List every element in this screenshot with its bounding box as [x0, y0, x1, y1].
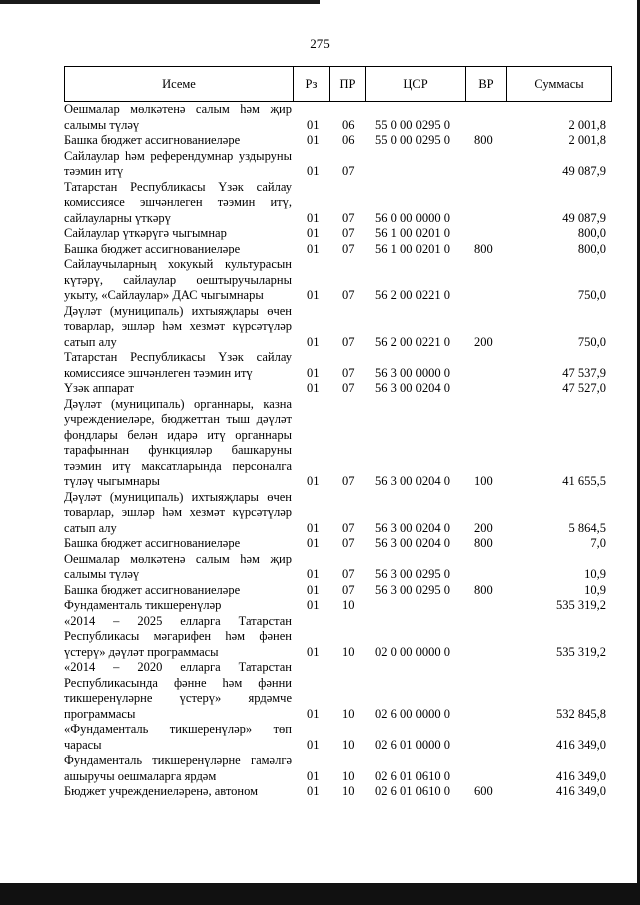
header-csr: ЦСР — [403, 77, 428, 91]
row-sum: 800,0 — [577, 226, 606, 240]
row-csr: 56 3 00 0295 0 — [375, 567, 450, 581]
table-body — [64, 102, 612, 800]
row-sum: 535 319,2 — [556, 598, 606, 612]
row-pr: 07 — [342, 582, 355, 597]
row-sum: 532 845,8 — [556, 706, 606, 721]
table-row — [64, 753, 612, 784]
row-pr: 06 — [342, 117, 355, 132]
row-name: Дәүләт (муниципаль) ихтыяҗлары өчен товарлар, эшләр һәм хезмәт күрсәтүләр сатып алу — [64, 303, 292, 349]
row-name: «2014 – 2025 елларга Татарстан Республикасы мәгарифен һәм фәнен үстерү» дәүләт программасы — [64, 613, 292, 659]
row-sum: 750,0 — [577, 288, 606, 302]
row-name: Башка бюджет ассигнованиеләре — [64, 582, 241, 597]
row-sum: 5 864,5 — [568, 520, 606, 535]
scan-top-border — [0, 0, 320, 4]
row-name: «2014 – 2020 елларга Татарстан Республикасында фәнне һәм фәнни тикшеренүләрне үстерү» ярдәмче программасы — [64, 660, 292, 721]
header-vr: ВР — [478, 77, 494, 91]
row-pr: 07 — [342, 365, 355, 380]
row-vr: 800 — [474, 582, 493, 597]
table-row — [64, 722, 612, 753]
table-row — [64, 381, 612, 397]
row-csr: 56 3 00 0204 0 — [375, 381, 450, 395]
table-row — [64, 397, 612, 490]
table-row — [64, 660, 612, 722]
row-rz: 01 — [307, 474, 320, 488]
row-sum: 41 655,5 — [562, 474, 606, 488]
row-rz: 01 — [307, 117, 320, 132]
row-name: Сайлаулар үткәрүгә чыгымнар — [64, 226, 227, 240]
row-pr: 10 — [342, 644, 355, 659]
row-csr: 55 0 00 0295 0 — [375, 117, 450, 132]
row-sum: 416 349,0 — [556, 768, 606, 783]
row-vr: 800 — [474, 536, 493, 550]
row-csr: 55 0 00 0295 0 — [375, 133, 450, 147]
row-pr: 10 — [342, 598, 355, 612]
row-csr: 02 6 01 0610 0 — [375, 784, 450, 798]
row-sum: 7,0 — [590, 536, 606, 550]
row-csr: 56 2 00 0221 0 — [375, 288, 450, 302]
header-rz: Рз — [305, 77, 318, 91]
table-row — [64, 598, 612, 614]
row-name: Фундаменталь тикшеренүләр — [64, 598, 222, 612]
row-name: Дәүләт (муниципаль) органнары, казна учреждениеләре, бюджеттан тыш дәүләт фондлары белән идарә итү органнары тарафыннан функцияләр башкаруны тәэмин итү максатларында персоналга түләү чыгымнары — [64, 396, 292, 488]
row-pr: 07 — [342, 241, 355, 256]
row-csr: 02 6 01 0000 0 — [375, 737, 450, 752]
header-name: Исеме — [162, 77, 196, 91]
row-rz: 01 — [307, 737, 320, 752]
row-pr: 06 — [342, 133, 355, 147]
table-row — [64, 242, 612, 258]
row-rz: 01 — [307, 768, 320, 783]
row-name: Татарстан Республикасы Үзәк сайлау комиссиясе эшчәнлеген тәэмин итү — [64, 350, 292, 380]
row-sum: 416 349,0 — [556, 737, 606, 752]
page-number: 275 — [310, 36, 330, 51]
row-name: «Фундаменталь тикшеренүләр» төп чарасы — [64, 722, 292, 752]
row-sum: 49 087,9 — [562, 164, 606, 178]
row-sum: 416 349,0 — [556, 784, 606, 798]
table-row — [64, 552, 612, 583]
row-rz: 01 — [307, 644, 320, 659]
row-csr: 02 6 01 0610 0 — [375, 768, 450, 783]
table-row — [64, 226, 612, 242]
table-row — [64, 149, 612, 180]
table-row — [64, 180, 612, 227]
row-sum: 49 087,9 — [562, 210, 606, 225]
table-row — [64, 536, 612, 552]
row-pr: 07 — [342, 567, 355, 581]
row-rz: 01 — [307, 784, 320, 798]
row-pr: 07 — [342, 334, 355, 349]
row-name: Фундаменталь тикшеренүләрне гамәлгә ашыручы оешмаларга ярдәм — [64, 753, 292, 783]
table-header — [64, 66, 612, 102]
row-csr: 56 1 00 0201 0 — [375, 241, 450, 256]
row-vr: 800 — [474, 241, 493, 256]
row-name: Башка бюджет ассигнованиеләре — [64, 241, 241, 256]
table-row — [64, 583, 612, 599]
row-rz: 01 — [307, 598, 320, 612]
row-name: Татарстан Республикасы Үзәк сайлау комиссиясе эшчәнлеген тәэмин итү, сайлауларны үткәрү — [64, 179, 292, 225]
row-rz: 01 — [307, 567, 320, 581]
row-name: Сайлаучыларның хокукый культурасын күтәрү, сайлаулар оештыручыларны укыту, «Сайлаулар» ДАС чыгымнары — [64, 257, 292, 302]
row-csr: 56 1 00 0201 0 — [375, 226, 450, 240]
row-sum: 10,9 — [584, 567, 606, 581]
row-rz: 01 — [307, 520, 320, 535]
row-sum: 2 001,8 — [568, 117, 606, 132]
row-csr: 02 6 00 0000 0 — [375, 706, 450, 721]
row-rz: 01 — [307, 133, 320, 147]
row-name: Дәүләт (муниципаль) ихтыяҗлары өчен товарлар, эшләр һәм хезмәт күрсәтүләр сатып алу — [64, 489, 292, 535]
row-csr: 02 0 00 0000 0 — [375, 644, 450, 659]
row-rz: 01 — [307, 582, 320, 597]
table-row — [64, 133, 612, 149]
row-csr: 56 3 00 0204 0 — [375, 520, 450, 535]
row-vr: 100 — [474, 474, 493, 488]
row-name: Үзәк аппарат — [64, 381, 134, 395]
row-pr: 07 — [342, 288, 355, 302]
row-csr: 56 3 00 0204 0 — [375, 474, 450, 488]
table-row — [64, 784, 612, 800]
row-sum: 750,0 — [577, 334, 606, 349]
row-name: Башка бюджет ассигнованиеләре — [64, 536, 241, 550]
row-csr: 56 0 00 0000 0 — [375, 210, 450, 225]
row-vr: 200 — [474, 520, 493, 535]
row-rz: 01 — [307, 334, 320, 349]
table-row — [64, 304, 612, 351]
row-rz: 01 — [307, 706, 320, 721]
row-name: Оешмалар мөлкәтенә салым һәм җир салымы түләү — [64, 551, 292, 581]
row-pr: 07 — [342, 164, 355, 178]
header-sum: Суммасы — [534, 77, 584, 91]
row-pr: 07 — [342, 474, 355, 488]
row-csr: 56 3 00 0204 0 — [375, 536, 450, 550]
row-csr: 56 3 00 0295 0 — [375, 582, 450, 597]
table-row — [64, 257, 612, 304]
row-vr: 200 — [474, 334, 493, 349]
row-sum: 10,9 — [584, 582, 606, 597]
row-sum: 47 537,9 — [562, 365, 606, 380]
row-pr: 10 — [342, 784, 355, 798]
row-rz: 01 — [307, 210, 320, 225]
row-sum: 800,0 — [577, 241, 606, 256]
row-sum: 2 001,8 — [568, 133, 606, 147]
row-pr: 07 — [342, 536, 355, 550]
row-pr: 10 — [342, 737, 355, 752]
scan-bottom-border — [0, 883, 640, 905]
row-pr: 10 — [342, 768, 355, 783]
row-pr: 07 — [342, 226, 355, 240]
row-rz: 01 — [307, 381, 320, 395]
row-vr: 600 — [474, 784, 493, 798]
table-row — [64, 350, 612, 381]
header-pr: ПР — [339, 77, 356, 91]
row-name: Башка бюджет ассигнованиеләре — [64, 133, 241, 147]
table-row — [64, 490, 612, 537]
row-rz: 01 — [307, 365, 320, 380]
row-csr: 56 3 00 0000 0 — [375, 365, 450, 380]
row-rz: 01 — [307, 288, 320, 302]
row-rz: 01 — [307, 164, 320, 178]
row-sum: 535 319,2 — [556, 644, 606, 659]
row-pr: 07 — [342, 520, 355, 535]
row-pr: 07 — [342, 210, 355, 225]
row-name: Оешмалар мөлкәтенә салым һәм җир салымы түләү — [64, 102, 292, 132]
row-pr: 07 — [342, 381, 355, 395]
row-pr: 10 — [342, 706, 355, 721]
row-name: Сайлаулар һәм референдумнар уздыруны тәэмин итү — [64, 148, 292, 178]
row-rz: 01 — [307, 226, 320, 240]
row-csr: 56 2 00 0221 0 — [375, 334, 450, 349]
row-rz: 01 — [307, 536, 320, 550]
row-vr: 800 — [474, 133, 493, 147]
row-name: Бюджет учреждениеләренә, автоном — [64, 784, 259, 798]
table-row — [64, 614, 612, 661]
row-sum: 47 527,0 — [562, 381, 606, 395]
table-row — [64, 102, 612, 133]
row-rz: 01 — [307, 241, 320, 256]
